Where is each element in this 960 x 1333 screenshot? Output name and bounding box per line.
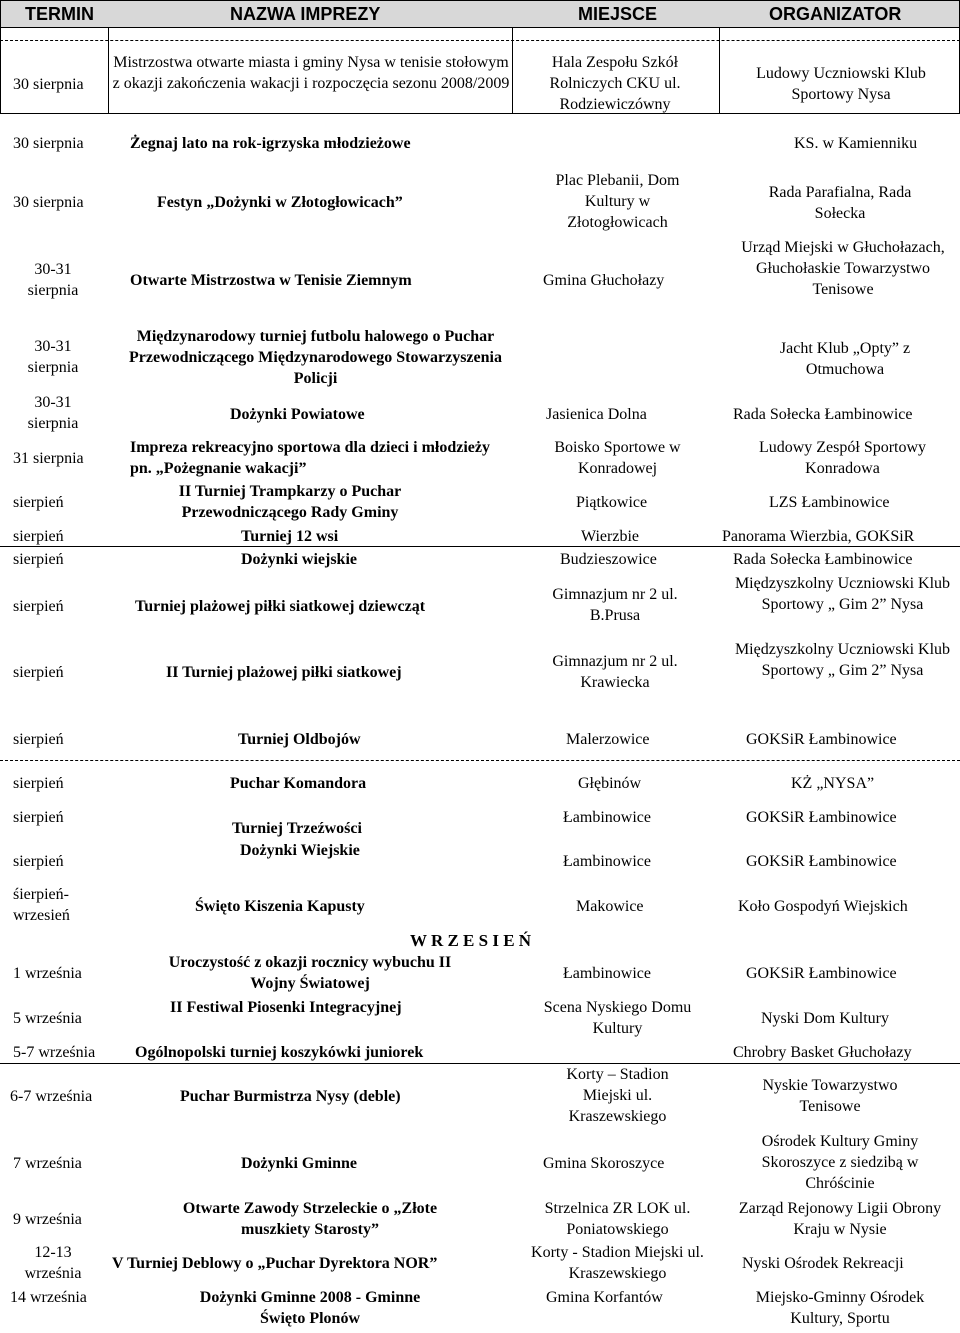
- row-date: 9 września: [13, 1211, 82, 1228]
- row-event: Puchar Burmistrza Nysy (deble): [180, 1088, 401, 1105]
- row-date: 30-31 sierpnia: [27, 261, 79, 299]
- row-event: II Festiwal Piosenki Integracyjnej: [170, 999, 402, 1016]
- row-organizer: Ośrodek Kultury Gminy Skoroszyce z siedzibą w Chróścinie: [761, 1133, 919, 1192]
- row-event: Żegnaj lato na rok-igrzyska młodzieżowe: [130, 135, 411, 152]
- row-date: sierpień: [13, 598, 64, 615]
- row-place: Gimnazjum nr 2 ul. Krawiecka: [552, 653, 678, 691]
- row-place: Budzieszowice: [560, 551, 657, 568]
- row-event: Turniej 12 wsi: [241, 528, 339, 545]
- row-place: Plac Plebanii, Dom Kultury w Złotogłowicach: [555, 172, 680, 231]
- row-place: Hala Zespołu Szkół Rolniczych CKU ul. Rodziewiczówny: [549, 54, 681, 113]
- header-termin: TERMIN: [25, 4, 94, 24]
- row-event: Festyn „Dożynki w Złotogłowicach”: [157, 194, 403, 211]
- row-date: 7 września: [13, 1155, 82, 1172]
- row-place: Piątkowice: [576, 494, 648, 511]
- row-organizer: Rada Parafialna, Rada Sołecka: [768, 184, 912, 222]
- row-date: 5 września: [13, 1010, 82, 1027]
- header-organizator: ORGANIZATOR: [769, 4, 902, 24]
- row-organizer: Zarząd Rejonowy Ligii Obrony Kraju w Nysie: [738, 1200, 942, 1238]
- row-place: Głębinów: [578, 775, 642, 792]
- row-organizer: KS. w Kamienniku: [794, 135, 918, 152]
- row-date: sierpień: [13, 494, 64, 511]
- row-date: sierpień: [13, 551, 64, 568]
- row-event: Dożynki Powiatowe: [230, 406, 365, 423]
- table-header: [0, 0, 960, 28]
- row-place: Łambinowice: [563, 965, 651, 982]
- row-event: Ogólnopolski turniej koszykówki juniorek: [135, 1044, 424, 1061]
- row-place: Boisko Sportowe w Konradowej: [554, 439, 681, 477]
- row-date: sierpień: [13, 664, 64, 681]
- row-organizer: Koło Gospodyń Wiejskich: [738, 898, 908, 915]
- row-event: Turniej plażowej piłki siatkowej dziewcząt: [135, 598, 426, 615]
- row-separator: [0, 546, 960, 547]
- row-organizer: Urząd Miejski w Głuchołazach, Głuchołaskie Towarzystwo Tenisowe: [741, 239, 945, 298]
- row-place: Korty – Stadion Miejski ul. Kraszewskiego: [566, 1066, 669, 1125]
- row-date: 12-13 września: [24, 1244, 82, 1282]
- row-date: 5-7 września: [13, 1044, 96, 1061]
- row-event: Mistrzostwa otwarte miasta i gminy Nysa w tenisie stołowym z okazji zakończenia wakacji i rozpoczęcia sezonu 2008/2009: [112, 54, 510, 92]
- row-place: Gimnazjum nr 2 ul. B.Prusa: [552, 586, 678, 624]
- row-organizer: Ludowy Zespół Sportowy Konradowa: [758, 439, 927, 477]
- row-date: 30 sierpnia: [13, 76, 84, 93]
- row-organizer: GOKSiR Łambinowice: [746, 731, 897, 748]
- row-place: Gmina Skoroszyce: [543, 1155, 665, 1172]
- row-date: sierpień: [13, 775, 64, 792]
- row-place: Scena Nyskiego Domu Kultury: [543, 999, 692, 1037]
- row-organizer: Miejsko-Gminny Ośrodek Kultury, Sportu: [755, 1289, 925, 1327]
- row-event: II Turniej Trampkarzy o Puchar Przewodniczącego Rady Gminy: [178, 483, 402, 521]
- row-organizer: Międzyszkolny Uczniowski Klub Sportowy „ Gim 2” Nysa: [734, 575, 951, 613]
- row-separator: [0, 113, 960, 114]
- row-place: Strzelnica ZR LOK ul. Poniatowskiego: [544, 1200, 691, 1238]
- row-event: Turniej Oldbojów: [238, 731, 361, 748]
- row-organizer: Rada Sołecka Łambinowice: [733, 406, 913, 423]
- row-event: Dożynki Gminne: [241, 1155, 358, 1172]
- row-place: Gmina Korfantów: [546, 1289, 663, 1306]
- row-organizer: Nyski Ośrodek Rekreacji: [742, 1255, 904, 1272]
- row-organizer: LZS Łambinowice: [769, 494, 890, 511]
- row-event: Dożynki wiejskie: [241, 551, 357, 568]
- row-organizer: Chrobry Basket Głuchołazy: [733, 1044, 912, 1061]
- row-date: 30-31 sierpnia: [27, 338, 79, 376]
- row-organizer: Ludowy Uczniowski Klub Sportowy Nysa: [756, 65, 926, 103]
- row-place: Łambinowice: [563, 809, 651, 826]
- row-organizer: Rada Sołecka Łambinowice: [733, 551, 913, 568]
- row-organizer: Jacht Klub „Opty” z Otmuchowa: [779, 340, 911, 378]
- header-miejsce: MIEJSCE: [578, 4, 658, 24]
- row-date: sierpień: [13, 731, 64, 748]
- row-place: Wierzbie: [581, 528, 639, 545]
- row-event: Dożynki Gminne 2008 - Gminne Święto Plonów: [199, 1289, 421, 1327]
- row-date: sierpień: [13, 809, 64, 826]
- row-organizer: GOKSiR Łambinowice: [746, 809, 897, 826]
- row-date: 30 sierpnia: [13, 194, 84, 211]
- section-wrzesien-heading: W R Z E S I E Ń: [410, 931, 532, 950]
- row-event: Otwarte Mistrzostwa w Tenisie Ziemnym: [130, 272, 412, 289]
- row-date: 30 sierpnia: [13, 135, 84, 152]
- row-event: Dożynki Wiejskie: [240, 842, 360, 859]
- row-separator: [0, 1063, 960, 1064]
- row-date: 30-31 sierpnia: [27, 394, 79, 432]
- row-place: Łambinowice: [563, 853, 651, 870]
- row-event: Międzynarodowy turniej futbolu halowego o Puchar Przewodniczącego Międzynarodowego Stowarzyszenia Policji: [129, 328, 502, 387]
- row-separator: [0, 760, 960, 761]
- row-organizer: Nyski Dom Kultury: [761, 1010, 889, 1027]
- row-event: Impreza rekreacyjno sportowa dla dzieci i młodzieży pn. „Pożegnanie wakacji”: [130, 439, 490, 477]
- row-date: śierpień- wrzesień: [13, 886, 70, 924]
- row-organizer: GOKSiR Łambinowice: [746, 853, 897, 870]
- row-organizer: Panorama Wierzbia, GOKSiR: [722, 528, 915, 545]
- row-event: Turniej Trzeźwości: [232, 820, 362, 837]
- row-date: 14 września: [10, 1289, 87, 1306]
- row-date: sierpień: [13, 853, 64, 870]
- row-place: Gmina Głuchołazy: [543, 272, 665, 289]
- row-place: Malerzowice: [566, 731, 650, 748]
- row-event: V Turniej Deblowy o „Puchar Dyrektora NOR”: [112, 1255, 438, 1272]
- row-organizer: GOKSiR Łambinowice: [746, 965, 897, 982]
- row-event: Święto Kiszenia Kapusty: [195, 898, 365, 915]
- row-place: Korty - Stadion Miejski ul. Kraszewskiego: [531, 1244, 704, 1282]
- row-event: II Turniej plażowej piłki siatkowej: [166, 664, 402, 681]
- row-date: 1 września: [13, 965, 82, 982]
- row-place: Makowice: [576, 898, 644, 915]
- row-date: 6-7 września: [10, 1088, 93, 1105]
- row-separator: [0, 40, 960, 41]
- row-organizer: Międzyszkolny Uczniowski Klub Sportowy „ Gim 2” Nysa: [734, 641, 951, 679]
- row-organizer: KŻ „NYSA”: [791, 775, 875, 792]
- header-nazwa-imprezy: NAZWA IMPREZY: [230, 4, 381, 24]
- row-event: Puchar Komandora: [230, 775, 367, 792]
- row-organizer: Nyskie Towarzystwo Tenisowe: [762, 1077, 898, 1115]
- row-date: 31 sierpnia: [13, 450, 84, 467]
- row-event: Uroczystość z okazji rocznicy wybuchu II Wojny Światowej: [168, 954, 452, 992]
- row-place: Jasienica Dolna: [546, 406, 647, 423]
- row-event: Otwarte Zawody Strzeleckie o „Złote muszkiety Starosty”: [182, 1200, 438, 1238]
- row-date: sierpień: [13, 528, 64, 545]
